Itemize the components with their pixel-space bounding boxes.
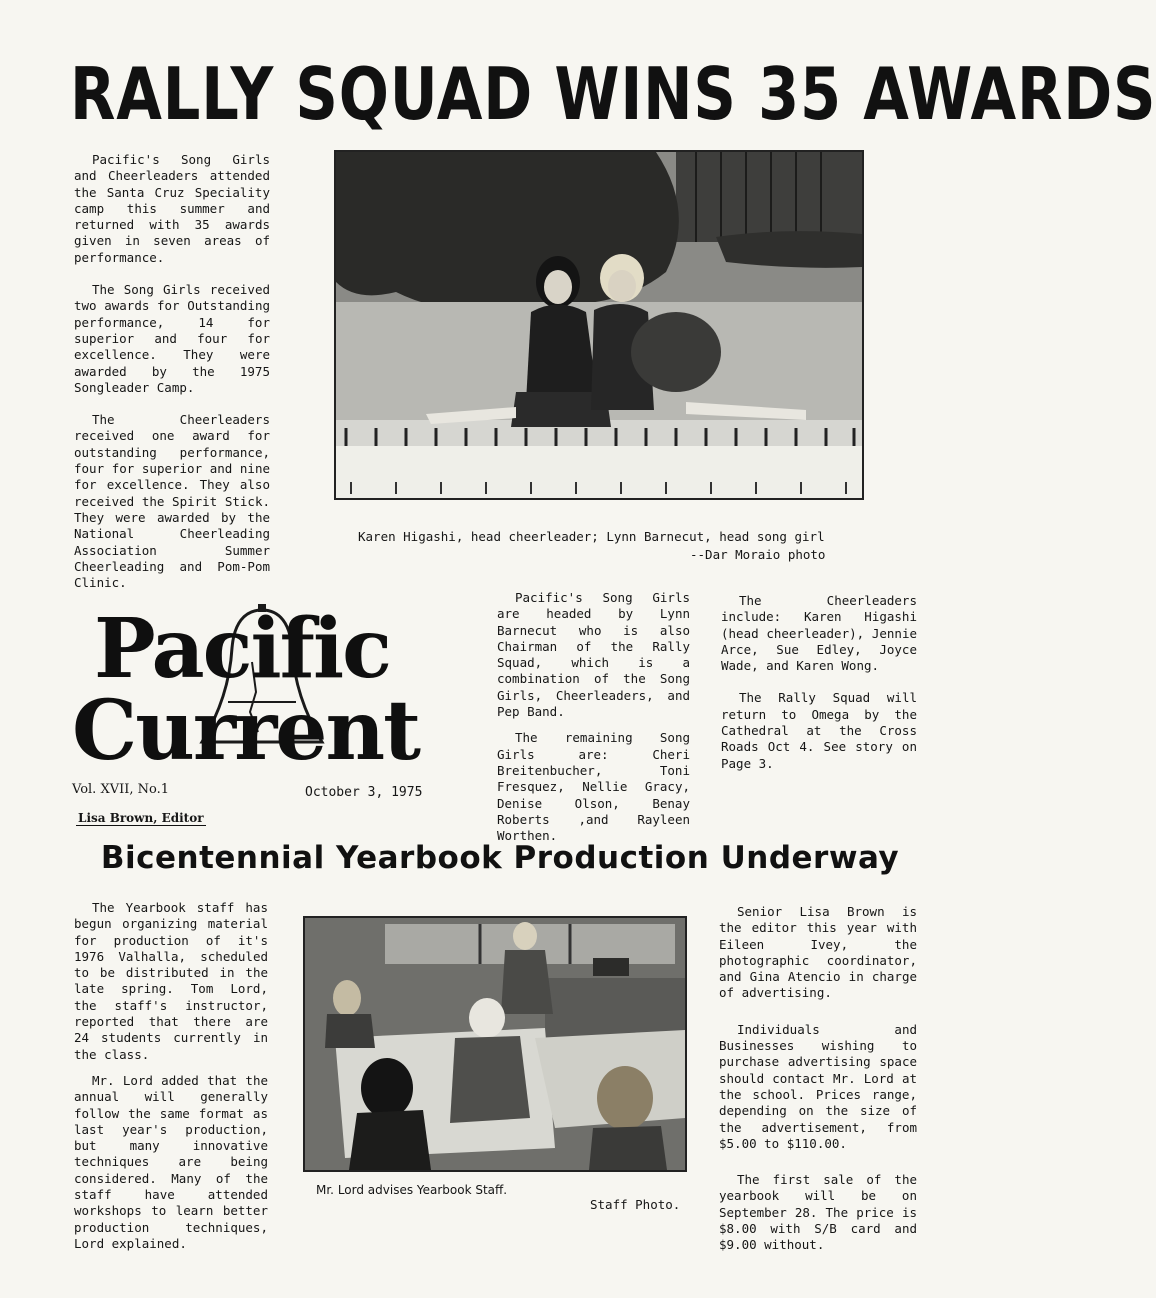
yearbook-photo-credit: Staff Photo. (590, 1197, 681, 1212)
main-headline: RALLY SQUAD WINS 35 AWARDS (70, 52, 1156, 136)
rally-story-right-column (721, 593, 917, 788)
yearbook-photo-illustration (305, 918, 685, 1170)
masthead (72, 601, 419, 782)
masthead-volume: Vol. XVII, No.1 (72, 782, 169, 797)
rally-squad-photo (334, 150, 864, 500)
rally-paragraph-2: The Song Girls received two awards for Outstanding performance, 14 for superior and four for excellence. They were awarded by the 1975 Songleader Camp. (74, 282, 270, 395)
yearbook-left-paragraph-2: Mr. Lord added that the annual will generally follow the same format as last year's production, but many innovative techniques are being considered. Many of the staff have attended workshops to learn better production techniques, Lord explained. (74, 1072, 268, 1251)
yearbook-staff-photo (303, 916, 687, 1172)
rally-paragraph-3: The Cheerleaders received one award for outstanding performance, four for superior and nine for excellence. They also received the Spirit Stick. They were awarded by the National Cheerleading Association Summer Cheerleading and Pom-Pom Clinic. (74, 412, 270, 591)
rally-story-middle-column (497, 590, 690, 854)
rally-paragraph-1: Pacific's Song Girls and Cheerleaders attended the Santa Cruz Speciality camp this summer and returned with 35 awards given in seven areas of performance. (74, 152, 270, 265)
rally-middle-paragraph-1: Pacific's Song Girls are headed by Lynn Barnecut who is also Chairman of the Rally Squad, which is a combination of the Song Girls, Cheerleaders, and Pep Band. (497, 590, 690, 720)
masthead-line-1: Pacific (94, 601, 391, 697)
rally-story-left-column (74, 152, 270, 607)
masthead-date: October 3, 1975 (305, 785, 423, 800)
yearbook-headline: Bicentennial Yearbook Production Underway (100, 840, 900, 876)
rally-middle-paragraph-2: The remaining Song Girls are: Cheri Breitenbucher, Toni Fresquez, Nellie Gracy, Denise Olson, Benay Roberts ,and Rayleen Worthen. (497, 730, 690, 844)
rally-photo-caption: Karen Higashi, head cheerleader; Lynn Barnecut, head song girl (358, 529, 825, 544)
yearbook-left-paragraph-1: The Yearbook staff has begun organizing material for production of it's 1976 Valhalla, scheduled to be distributed in the late spring. Tom Lord, the staff's instructor, reported that there are 24 students currently in the class. (74, 900, 268, 1062)
masthead-line-2: Current (72, 683, 419, 779)
yearbook-right-paragraph-3: The first sale of the yearbook will be on September 28. The price is $8.00 with S/B card and $9.00 without. (719, 1172, 917, 1253)
yearbook-right-column (719, 904, 917, 1270)
yearbook-left-column (74, 900, 268, 1262)
yearbook-right-paragraph-2: Individuals and Businesses wishing to purchase advertising space should contact Mr. Lord at the school. Prices range, depending on the size of the advertisement, from $5.00 to $110.00. (719, 1021, 917, 1151)
yearbook-photo-caption: Mr. Lord advises Yearbook Staff. (316, 1183, 508, 1197)
rally-right-paragraph-1: The Cheerleaders include: Karen Higashi (head cheerleader), Jennie Arce, Sue Edley, Joyce Wade, and Karen Wong. (721, 593, 917, 674)
rally-photo-illustration (336, 152, 862, 498)
masthead-editor: Lisa Brown, Editor (78, 811, 204, 825)
rally-right-paragraph-2: The Rally Squad will return to Omega by the Cathedral at the Cross Roads Oct 4. See story on Page 3. (721, 690, 917, 771)
rally-photo-credit: --Dar Moraio photo (690, 547, 826, 562)
yearbook-right-paragraph-1: Senior Lisa Brown is the editor this year with Eileen Ivey, the photographic coordinator, and Gina Atencio in charge of advertising. (719, 904, 917, 1001)
